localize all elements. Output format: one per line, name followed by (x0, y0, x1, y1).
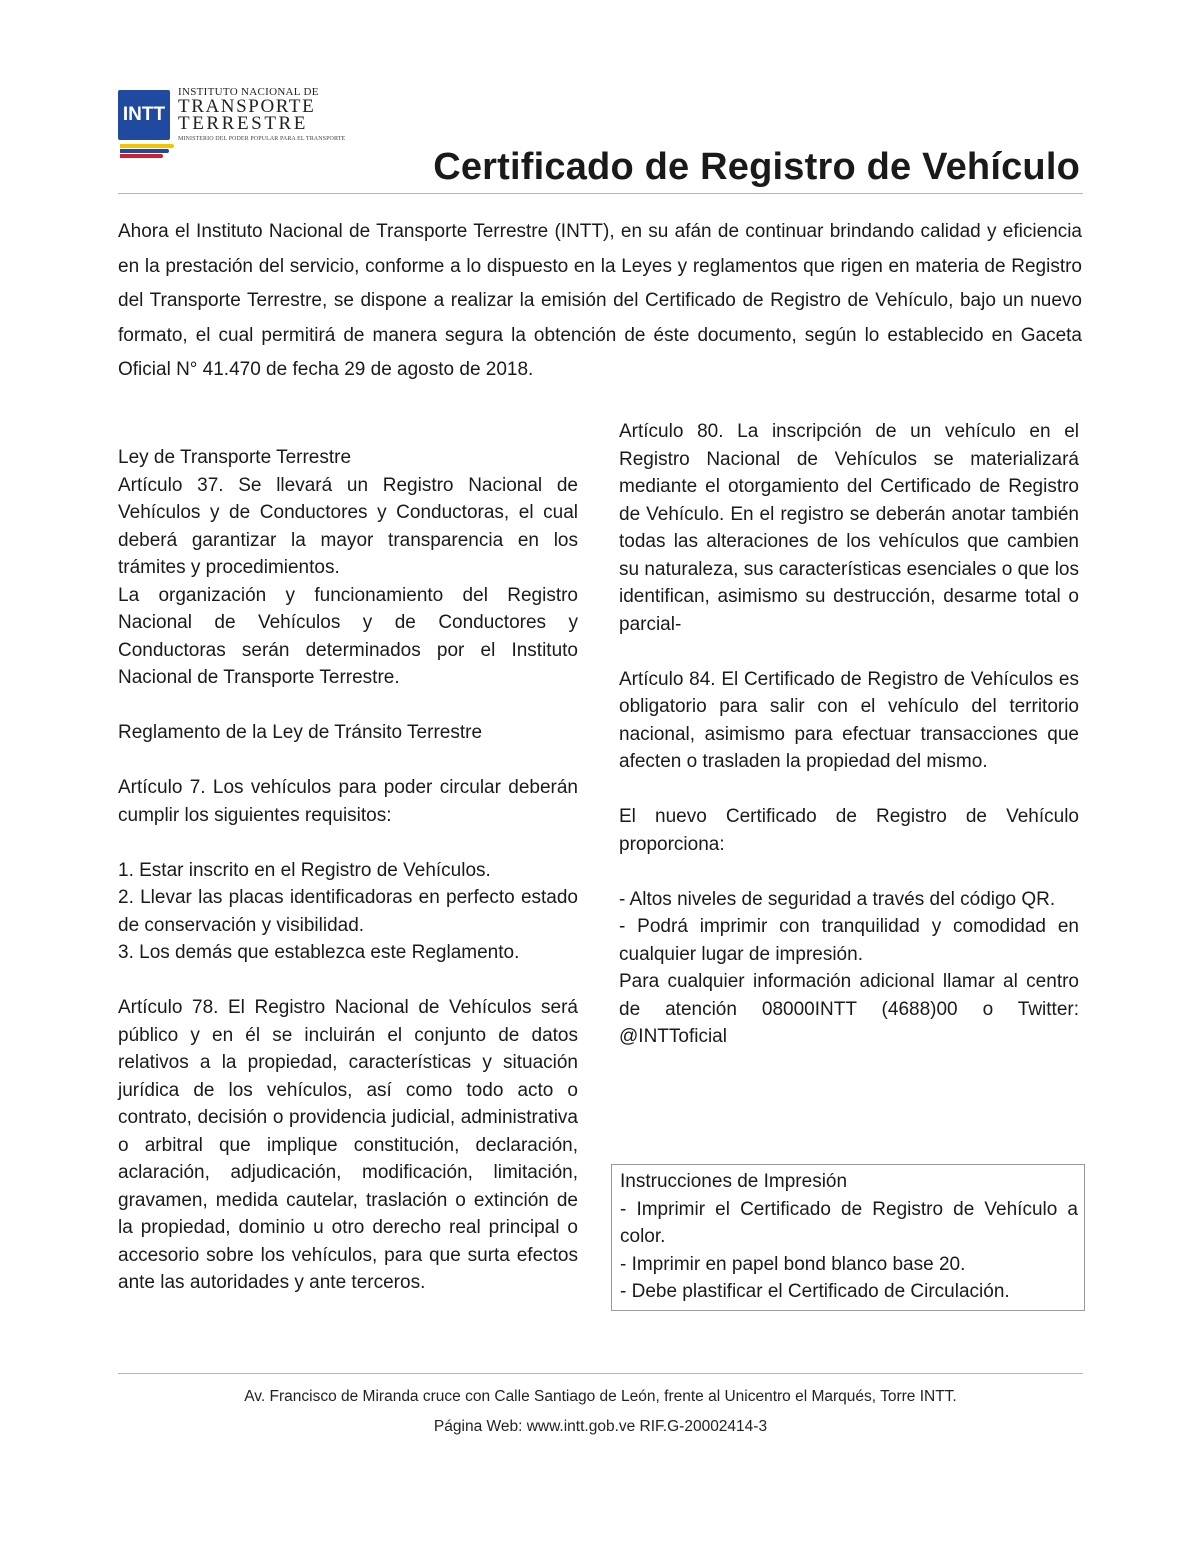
requirement-1: 1. Estar inscrito en el Registro de Vehículos. (118, 859, 491, 881)
print-instructions-box (611, 1164, 1085, 1311)
law-title: Ley de Transporte Terrestre (118, 447, 352, 468)
article-80: Artículo 80. La inscripción de un vehículo en el Registro Nacional de Vehículos se materializará mediante el otorgamiento del Certificado de Registro de Vehículo. En el registro se deberán anotar también todas las alteraciones de los vehículos que cambien su naturaleza, sus características esenciales o que los identifican, asimismo su destrucción, desarme total o parcial- (619, 421, 1079, 635)
article-37: Artículo 37. Se llevará un Registro Nacional de Vehículos y de Conductores y Conductoras, el cual deberá garantizar la mayor transparencia en los trámites y procedimientos. (118, 474, 578, 578)
intro-paragraph: Ahora el Instituto Nacional de Transporte Terrestre (INTT), en su afán de continuar brindando calidad y eficiencia en la prestación del servicio, conforme a lo dispuesto en la Leyes y reglamentos que rigen en materia de Registro del Transporte Terrestre, se dispone a realizar la emisión del Certificado de Registro de Vehículo, bajo un nuevo formato, el cual permitirá de manera segura la obtención de éste documento, según lo establecido en Gaceta Oficial N° 41.470 de fecha 29 de agosto de 2018. (118, 221, 1082, 380)
logo-badge: INTT (118, 90, 170, 140)
flag-stripe-yellow (120, 144, 174, 148)
logo-line-3: TERRESTRE (178, 113, 309, 134)
logo-line-1: INSTITUTO NACIONAL DE (178, 86, 319, 98)
flag-stripe-blue (120, 149, 169, 153)
new-certificate-text: El nuevo Certificado de Registro de Vehículo proporciona: (619, 806, 1079, 855)
contact-info: Para cualquier información adicional llamar al centro de atención 08000INTT (4688)00 o Twitter: @INTToficial (619, 971, 1079, 1047)
left-column (118, 444, 578, 1297)
header-divider (118, 193, 1083, 194)
instruction-item: - Imprimir en papel bond blanco base 20. (620, 1253, 966, 1275)
logo-flag-stripes (120, 144, 174, 158)
regulation-title: Reglamento de la Ley de Tránsito Terrestre (118, 722, 483, 743)
footer-divider (118, 1373, 1083, 1374)
requirement-3: 3. Los demás que establezca este Reglamento. (118, 942, 520, 963)
article-78: Artículo 78. El Registro Nacional de Vehículos será público y en él se incluirán el conjunto de datos relativos a la propiedad, características y situación jurídica de los vehículos, así como todo acto o contrato, decisión o providencia judicial, administrativa o arbitral que implique constitución, declaración, aclaración, adjudicación, modificación, limitación, gravamen, medida cautelar, traslación o extinción de la propiedad, dominio u otro derecho real principal o accesorio sobre los vehículos, para que surta efectos ante las autoridades y ante terceros. (118, 997, 578, 1293)
intt-logo (118, 86, 346, 158)
requirement-2: 2. Llevar las placas identificadoras en perfecto estado de conservación y visibilidad. (118, 887, 578, 936)
footer-web: Página Web: www.intt.gob.ve RIF.G-20002414-3 (433, 1418, 768, 1435)
page-title: Certificado de Registro de Vehículo (433, 146, 1080, 188)
logo-line-2: TRANSPORTE (178, 96, 316, 117)
benefit-2: - Podrá imprimir con tranquilidad y comodidad en cualquier lugar de impresión. (619, 916, 1079, 965)
right-column (619, 418, 1079, 1051)
benefit-1: - Altos niveles de seguridad a través del código QR. (619, 888, 1056, 910)
logo-text (178, 86, 346, 143)
article-37-continued: La organización y funcionamiento del Registro Nacional de Vehículos y de Conductores y Conductoras serán determinados por el Instituto Nacional de Transporte Terrestre. (118, 584, 578, 688)
footer-address: Av. Francisco de Miranda cruce con Calle Santiago de León, frente al Unicentro el Marqués, Torre INTT. (244, 1388, 957, 1405)
article-84: Artículo 84. El Certificado de Registro de Vehículos es obligatorio para salir con el vehículo del territorio nacional, asimismo para efectuar transacciones que afecten o trasladen la propiedad del mismo. (619, 668, 1079, 772)
instructions-title: Instrucciones de Impresión (620, 1171, 848, 1192)
instruction-item: - Debe plastificar el Certificado de Circulación. (620, 1281, 1010, 1302)
logo-line-4: MINISTERIO DEL PODER POPULAR PARA EL TRANSPORTE (178, 136, 346, 142)
flag-stripe-red (120, 154, 163, 158)
instruction-item: - Imprimir el Certificado de Registro de Vehículo a color. (620, 1198, 1078, 1247)
article-7: Artículo 7. Los vehículos para poder circular deberán cumplir los siguientes requisitos: (118, 777, 578, 826)
